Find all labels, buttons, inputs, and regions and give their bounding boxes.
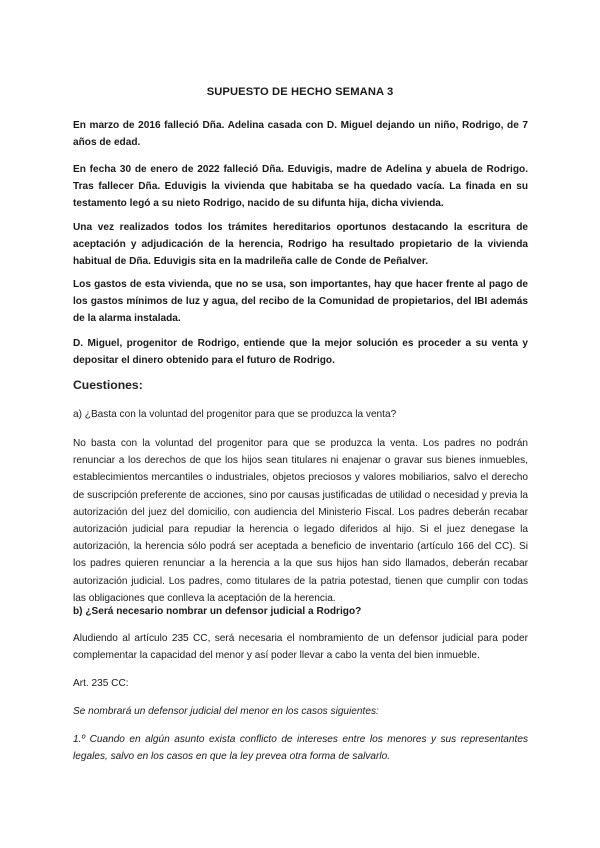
fact-paragraph-3: Una vez realizados todos los trámites hereditarios oportunos destacando la escritura de aceptación y adjudicación de la herencia, Rodrigo ha resultado propietario de la vivienda habitual de Dña. Eduvigis sita en la madrileña calle de Conde de Peñalver. [73,222,528,268]
article-reference: Art. 235 CC: [73,678,129,689]
document-title: SUPUESTO DE HECHO SEMANA 3 [206,86,394,98]
fact-paragraph-2: En fecha 30 de enero de 2022 falleció Dña. Eduvigis, madre de Adelina y abuela de Rodrigo. Tras fallecer Dña. Eduvigis la vivienda que habitaba se ha quedado vacía. La finada en su testamento legó a su nieto Rodrigo, nacido de su difunta hija, dicha vivienda. [73,164,528,210]
fact-paragraph-1: En marzo de 2016 falleció Dña. Adelina casada con D. Miguel dejando un niño, Rodrigo, de 7 años de edad. [73,120,528,149]
question-b: b) ¿Será necesario nombrar un defensor judicial a Rodrigo? [73,606,362,617]
questions-heading: Cuestiones: [73,378,143,392]
answer-a: No basta con la voluntad del progenitor para que se produzca la venta. Los padres no podrán renunciar a los derechos de que los hijos sean titulares ni enajenar o gravar sus bienes inmuebles, establecimientos mercantiles o industriales, objetos preciosos y valores mobiliarios, salvo el derecho de suscripción preferente de acciones, sino por causas justificadas de utilidad o necesidad y previa la autorización del juez del domicilio, con audiencia del Ministerio Fiscal. Los padres deberán recabar autorización judicial para repudiar la herencia o legado diferidos al hijo. Si el juez denegase la autorización, la herencia sólo podrá ser aceptada a beneficio de inventario (artículo 166 del CC). Si los padres quieren renunciar a la herencia a la que sus hijos han sido llamados, deberán recabar autorización judicial. Los padres, como titulares de la patria potestad, tienen que cumplir con todas las obligaciones que conlleva la aceptación de la herencia. [73,438,528,604]
article-item-1: 1.º Cuando en algún asunto exista conflicto de intereses entre los menores y sus representantes legales, salvo en los casos en que la ley prevea otra forma de salvarlo. [73,734,528,763]
answer-b: Aludiendo al artículo 235 CC, será necesaria el nombramiento de un defensor judicial para poder complementar la capacidad del menor y así poder llevar a cabo la venta del bien inmueble. [73,633,528,662]
fact-paragraph-4: Los gastos de esta vivienda, que no se usa, son importantes, hay que hacer frente al pago de los gastos mínimos de luz y agua, del recibo de la Comunidad de propietarios, del IBI además de la alarma instalada. [73,279,528,325]
fact-paragraph-5: D. Miguel, progenitor de Rodrigo, entiende que la mejor solución es proceder a su venta y depositar el dinero obtenido para el futuro de Rodrigo. [73,338,528,367]
question-a: a) ¿Basta con la voluntad del progenitor para que se produzca la venta? [73,409,397,420]
article-intro: Se nombrará un defensor judicial del menor en los casos siguientes: [73,706,379,717]
